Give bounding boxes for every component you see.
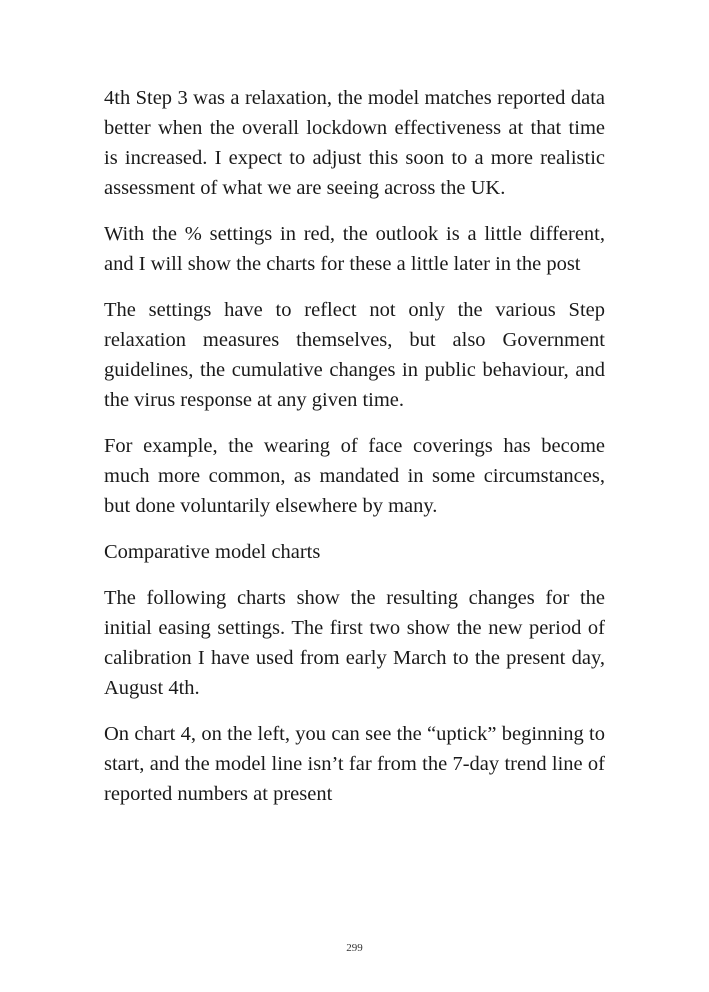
body-text (104, 83, 605, 809)
paragraph-following-charts: The following charts show the resulting changes for the initial easing settings. The first two show the new period of calibration I have used from early March to the present day, August 4th. (104, 587, 605, 699)
section-heading-comparative-charts: Comparative model charts (104, 541, 321, 563)
paragraph-settings-reflect: The settings have to reflect not only the various Step relaxation measures themselves, but also Government guidelines, the cumulative changes in public behaviour, and the virus response at any given time. (104, 299, 605, 411)
paragraph-red-settings: With the % settings in red, the outlook is a little different, and I will show the charts for these a little later in the post (104, 223, 605, 275)
paragraph-chart-4-uptick: On chart 4, on the left, you can see the “uptick” beginning to start, and the model line isn’t far from the 7-day trend line of reported numbers at present (104, 723, 605, 805)
paragraph-step3-relaxation: 4th Step 3 was a relaxation, the model matches reported data better when the overall lockdown effectiveness at that time is increased. I expect to adjust this soon to a more realistic assessment of what we are seeing across the UK. (104, 87, 605, 199)
page-number: 299 (346, 942, 363, 954)
paragraph-face-coverings: For example, the wearing of face coverings has become much more common, as mandated in some circumstances, but done voluntarily elsewhere by many. (104, 435, 605, 517)
